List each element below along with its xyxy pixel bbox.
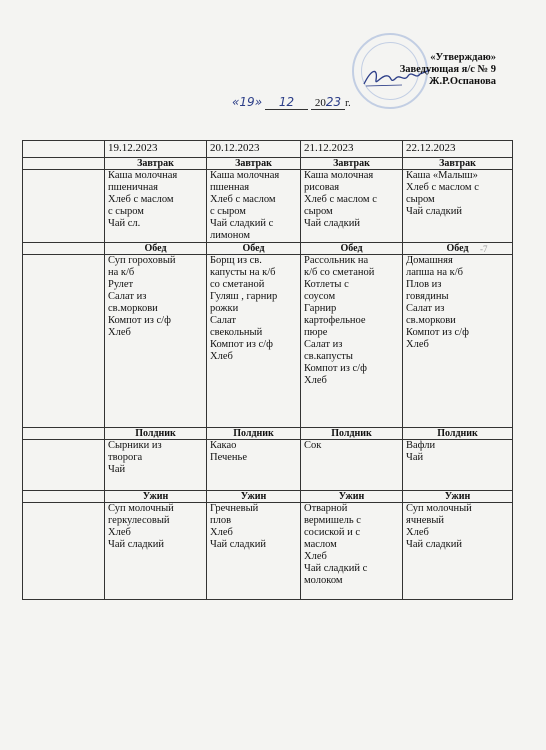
meal-name: Обед	[403, 243, 513, 255]
dish-item: с сыром	[210, 206, 246, 217]
dish-item: Хлеб	[108, 527, 131, 538]
dish-item: Чай сладкий	[406, 206, 462, 217]
date-quote-open: «	[232, 95, 240, 109]
dish-item: на к/б	[108, 267, 135, 278]
dish-item: геркулесовый	[108, 515, 170, 526]
dish-item: Борщ из св.	[210, 255, 262, 266]
dish-item: пшенная	[210, 182, 250, 193]
dish-item: Салат из	[108, 291, 147, 302]
dish-row-blank	[23, 503, 105, 600]
dish-item: пшеничная	[108, 182, 158, 193]
meal-header-row	[23, 243, 513, 255]
dish-item: Хлеб	[406, 527, 429, 538]
dish-item: сыром	[304, 206, 333, 217]
date-quote-close: »	[254, 95, 263, 109]
approval-block	[330, 52, 496, 88]
meal-name: Обед	[207, 243, 301, 255]
dish-item: со сметаной	[210, 279, 265, 290]
dish-item: рисовая	[304, 182, 340, 193]
approval-name: Ж.Р.Оспанова	[429, 76, 496, 87]
dish-cell	[207, 255, 301, 428]
dish-cell	[207, 503, 301, 600]
dish-item: Каша молочная	[108, 170, 178, 181]
dish-item: Каша молочная	[210, 170, 280, 181]
date-header-row	[23, 141, 513, 158]
date-cell: 20.12.2023	[207, 141, 301, 158]
dish-cell	[105, 440, 207, 491]
dish-item: Каша «Малыш»	[406, 170, 478, 181]
date-cell: 22.12.2023	[403, 141, 513, 158]
dish-cell	[105, 255, 207, 428]
dish-item: маслом	[304, 539, 337, 550]
dish-item: Гарнир	[304, 303, 337, 314]
dish-row	[23, 170, 513, 243]
pencil-mark: -7	[480, 244, 488, 254]
meal-header-blank	[23, 243, 105, 255]
meal-header-blank	[23, 428, 105, 440]
dish-item: Хлеб	[210, 527, 233, 538]
dish-item: Рассольник на	[304, 255, 369, 266]
dish-item: сосиской и с	[304, 527, 361, 538]
dish-item: Домашняя	[406, 255, 453, 266]
dish-item: Салат	[210, 315, 236, 326]
dish-item: Сок	[304, 440, 322, 451]
dish-item: лапша на к/б	[406, 267, 464, 278]
dish-item: св.моркови	[108, 303, 158, 314]
dish-item: Суп гороховый	[108, 255, 176, 266]
date-year-prefix: 20	[314, 97, 326, 109]
dish-item: свекольный	[210, 327, 263, 338]
dish-item: соусом	[304, 291, 336, 302]
dish-item: пюре	[304, 327, 328, 338]
date-cell: 21.12.2023	[301, 141, 403, 158]
meal-name: Завтрак	[207, 158, 301, 170]
approval-title: «Утверждаю»	[430, 52, 496, 63]
meal-name: Завтрак	[105, 158, 207, 170]
dish-item: Гуляш , гарнир	[210, 291, 278, 302]
approval-date	[232, 95, 351, 110]
dish-item: Хлеб с маслом с	[406, 182, 479, 193]
dish-item: молоком	[304, 575, 343, 586]
dish-item: Хлеб	[304, 551, 327, 562]
dish-cell	[301, 503, 403, 600]
dish-cell	[301, 255, 403, 428]
meal-name: Обед	[105, 243, 207, 255]
dish-item: капусты на к/б	[210, 267, 276, 278]
meal-header-blank	[23, 158, 105, 170]
dish-item: Чай сладкий	[210, 539, 266, 550]
dish-item: Салат из	[406, 303, 445, 314]
date-month: 12	[278, 95, 295, 109]
dish-cell	[403, 440, 513, 491]
dish-item: Рулет	[108, 279, 134, 290]
meal-header-row	[23, 158, 513, 170]
meal-name: Полдник	[301, 428, 403, 440]
dish-item: Хлеб	[304, 375, 327, 386]
approval-position: Заведующая я/с № 9	[399, 64, 496, 75]
dish-item: лимоном	[210, 230, 251, 241]
dish-item: картофельное	[304, 315, 366, 326]
dish-item: творога	[108, 452, 143, 463]
meal-name: Ужин	[301, 491, 403, 503]
dish-cell	[301, 440, 403, 491]
dish-item: Чай сл.	[108, 218, 141, 229]
dish-item: Компот из с/ф	[210, 339, 273, 350]
dish-cell	[403, 503, 513, 600]
dish-item: Хлеб	[406, 339, 429, 350]
dish-row	[23, 440, 513, 491]
dish-item: к/б со сметаной	[304, 267, 375, 278]
dish-cell	[403, 170, 513, 243]
dish-item: Чай сладкий с	[210, 218, 274, 229]
date-header-blank	[23, 141, 105, 158]
dish-row	[23, 503, 513, 600]
dish-item: ячневый	[406, 515, 445, 526]
dish-item: св.моркови	[406, 315, 456, 326]
dish-item: Суп молочный	[406, 503, 472, 514]
dish-item: Вафли	[406, 440, 436, 451]
dish-row-blank	[23, 440, 105, 491]
dish-item: св.капусты	[304, 351, 353, 362]
dish-item: Котлеты с	[304, 279, 349, 290]
meal-header-row	[23, 491, 513, 503]
dish-item: Чай	[406, 452, 424, 463]
meal-name: Завтрак	[301, 158, 403, 170]
dish-item: Хлеб	[210, 351, 233, 362]
dish-item: Печенье	[210, 452, 247, 463]
dish-item: Хлеб	[108, 327, 131, 338]
dish-cell	[105, 170, 207, 243]
dish-item: сыром	[406, 194, 435, 205]
dish-item: Какао	[210, 440, 237, 451]
dish-item: Сырники из	[108, 440, 162, 451]
meal-name: Полдник	[403, 428, 513, 440]
dish-item: Гречневый	[210, 503, 259, 514]
dish-item: Каша молочная	[304, 170, 374, 181]
meal-name: Полдник	[105, 428, 207, 440]
dish-item: рожки	[210, 303, 239, 314]
date-cell: 19.12.2023	[105, 141, 207, 158]
dish-item: Чай	[108, 464, 126, 475]
dish-item: Салат из	[304, 339, 343, 350]
meal-header-blank	[23, 491, 105, 503]
dish-row-blank	[23, 255, 105, 428]
dish-cell	[105, 503, 207, 600]
dish-item: Чай сладкий	[108, 539, 164, 550]
dish-item: Компот из с/ф	[108, 315, 171, 326]
dish-cell	[301, 170, 403, 243]
dish-row-blank	[23, 170, 105, 243]
meal-name: Полдник	[207, 428, 301, 440]
dish-item: плов	[210, 515, 232, 526]
dish-item: Чай сладкий	[304, 218, 360, 229]
dish-row	[23, 255, 513, 428]
meal-name: Ужин	[403, 491, 513, 503]
dish-item: Плов из	[406, 279, 442, 290]
menu-table	[22, 140, 513, 600]
date-day: 19	[239, 95, 255, 109]
date-suffix: г.	[345, 98, 351, 109]
dish-item: Компот из с/ф	[304, 363, 367, 374]
date-year: 23	[325, 95, 342, 109]
meal-name: Обед	[301, 243, 403, 255]
dish-item: Хлеб с маслом	[108, 194, 174, 205]
meal-header-row	[23, 428, 513, 440]
dish-cell	[403, 255, 513, 428]
dish-item: Компот из с/ф	[406, 327, 469, 338]
dish-cell	[207, 440, 301, 491]
dish-item: говядины	[406, 291, 449, 302]
meal-name: Ужин	[105, 491, 207, 503]
dish-item: Хлеб с маслом с	[304, 194, 377, 205]
dish-item: Суп молочный	[108, 503, 174, 514]
meal-name: Ужин	[207, 491, 301, 503]
dish-item: вермишель с	[304, 515, 361, 526]
meal-name: Завтрак	[403, 158, 513, 170]
dish-item: Чай сладкий с	[304, 563, 368, 574]
dish-cell	[207, 170, 301, 243]
dish-item: с сыром	[108, 206, 144, 217]
dish-item: Хлеб с маслом	[210, 194, 276, 205]
dish-item: Отварной	[304, 503, 348, 514]
dish-item: Чай сладкий	[406, 539, 462, 550]
